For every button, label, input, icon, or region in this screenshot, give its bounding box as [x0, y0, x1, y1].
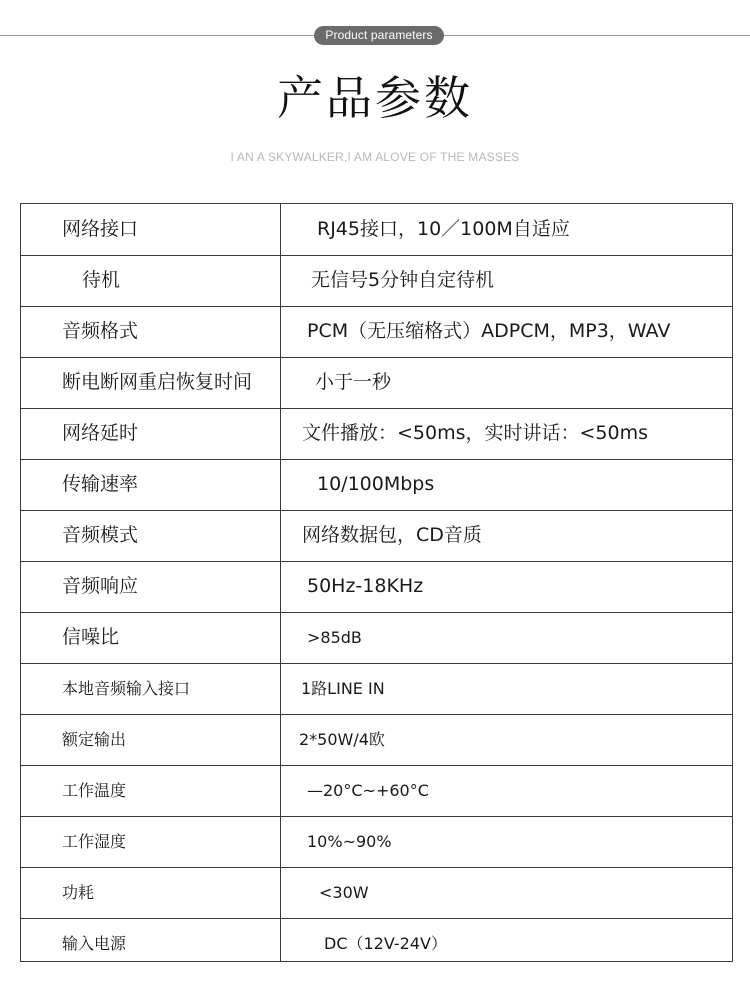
- spec-label: 工作湿度: [62, 832, 127, 851]
- spec-value: PCM（无压缩格式）ADPCM，MP3，WAV: [307, 320, 671, 342]
- table-row: [21, 561, 732, 612]
- spec-label: 输入电源: [62, 934, 127, 953]
- spec-value: 10%~90%: [307, 832, 392, 851]
- spec-label: 工作温度: [62, 781, 127, 800]
- spec-label: 待机: [82, 269, 121, 291]
- spec-value: 网络数据包，CD音质: [302, 524, 482, 546]
- spec-value: 无信号5分钟自定待机: [311, 269, 495, 291]
- page-title: 产品参数: [277, 71, 473, 125]
- spec-value: —20°C~+60°C: [307, 781, 429, 800]
- spec-value: 50Hz-18KHz: [307, 575, 424, 597]
- table-row: [21, 867, 732, 918]
- table-row: [21, 204, 732, 255]
- spec-label: 断电断网重启恢复时间: [62, 371, 253, 393]
- spec-label: 音频模式: [62, 524, 139, 546]
- table-row: [21, 306, 732, 357]
- spec-value: 1路LINE IN: [301, 679, 385, 698]
- spec-value: DC（12V-24V）: [324, 934, 447, 953]
- product-parameters-badge: Product parameters: [314, 26, 444, 45]
- spec-table: [20, 203, 733, 962]
- table-row: [21, 459, 732, 510]
- spec-label: 传输速率: [62, 473, 139, 495]
- table-row: [21, 255, 732, 306]
- spec-label: 信噪比: [62, 626, 120, 648]
- spec-value: <30W: [319, 883, 369, 902]
- table-row: [21, 816, 732, 867]
- spec-label: 本地音频输入接口: [62, 679, 191, 698]
- spec-label: 额定输出: [62, 730, 127, 749]
- spec-value: 文件播放：<50ms，实时讲话：<50ms: [302, 422, 649, 444]
- spec-label: 音频格式: [62, 320, 139, 342]
- table-row: [21, 663, 732, 714]
- spec-value: 2*50W/4欧: [299, 730, 385, 749]
- spec-value: 10/100Mbps: [317, 473, 435, 495]
- table-row: [21, 765, 732, 816]
- spec-value: 小于一秒: [315, 371, 392, 393]
- table-row: [21, 714, 732, 765]
- table-row: [21, 357, 732, 408]
- spec-label: 音频响应: [62, 575, 139, 597]
- page-subtitle: I AN A SKYWALKER,I AM ALOVE OF THE MASSES: [230, 150, 520, 164]
- spec-label: 网络延时: [62, 422, 139, 444]
- table-row: [21, 612, 732, 663]
- table-row: [21, 408, 732, 459]
- spec-label: 功耗: [62, 883, 95, 902]
- spec-value: RJ45接口，10／100M自适应: [317, 218, 570, 240]
- spec-value: >85dB: [307, 628, 362, 647]
- table-row: [21, 510, 732, 561]
- table-row: [21, 918, 732, 961]
- spec-label: 网络接口: [62, 218, 139, 240]
